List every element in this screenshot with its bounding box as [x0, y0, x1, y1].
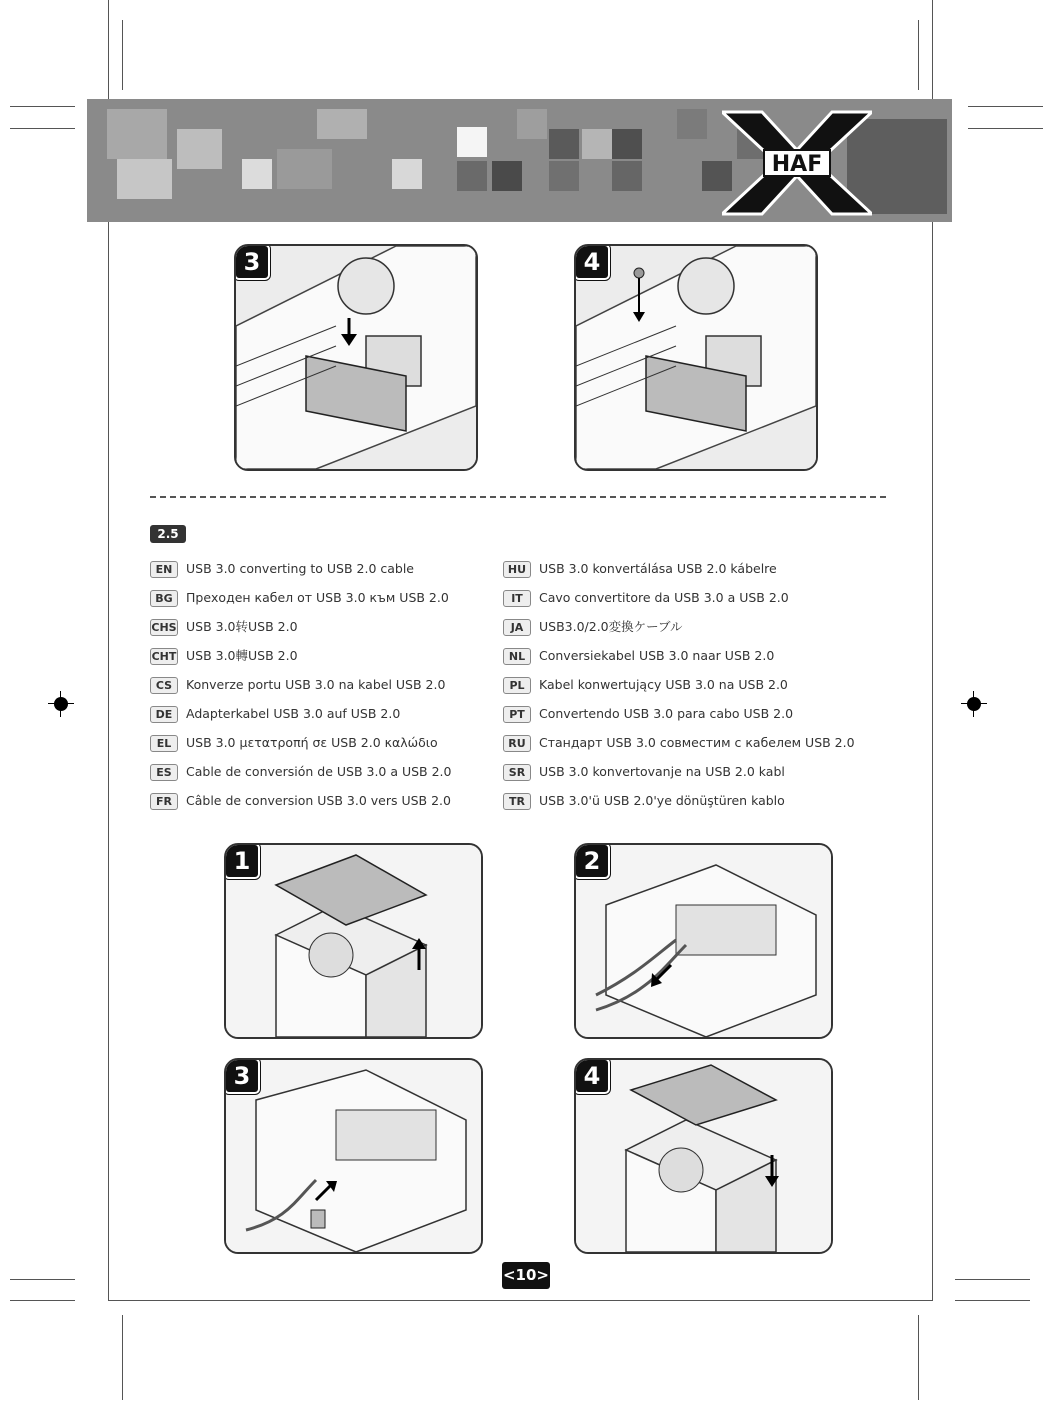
crop-mark	[10, 1300, 75, 1301]
crop-mark	[10, 128, 75, 129]
banner-tile	[107, 109, 167, 159]
language-row-ru	[503, 733, 855, 753]
language-row-sr	[503, 762, 785, 782]
banner-tile	[612, 161, 642, 191]
figure-top-4	[574, 244, 818, 471]
language-code: HU	[503, 561, 531, 578]
page-border	[108, 222, 109, 1300]
step-badge: 2	[574, 843, 610, 879]
section-divider	[150, 496, 886, 498]
banner-tile	[317, 109, 367, 139]
language-code: TR	[503, 793, 531, 810]
language-text: Câble de conversion USB 3.0 vers USB 2.0	[186, 793, 451, 808]
figure-bottom-3	[224, 1058, 483, 1254]
figure-bottom-4	[574, 1058, 833, 1254]
banner-tile	[492, 161, 522, 191]
language-code: EN	[150, 561, 178, 578]
case-interior-illustration	[576, 246, 816, 469]
language-code: FR	[150, 793, 178, 810]
language-code: EL	[150, 735, 178, 752]
banner-tile	[392, 159, 422, 189]
language-row-el	[150, 733, 438, 753]
step-badge: 3	[224, 1058, 260, 1094]
language-row-en	[150, 559, 414, 579]
language-row-de	[150, 704, 400, 724]
language-row-hu	[503, 559, 777, 579]
cable-connection-illustration	[226, 1060, 481, 1252]
language-row-bg	[150, 588, 449, 608]
language-row-tr	[503, 791, 785, 811]
language-code: CS	[150, 677, 178, 694]
step-badge: 4	[574, 1058, 610, 1094]
figure-bottom-2	[574, 843, 833, 1039]
language-code: NL	[503, 648, 531, 665]
language-row-nl	[503, 646, 774, 666]
case-top-panel-illustration	[576, 1060, 831, 1252]
language-text: USB3.0/2.0変換ケーブル	[539, 619, 683, 634]
case-interior-illustration	[236, 246, 476, 469]
section-number-badge: 2.5	[150, 525, 186, 543]
language-row-cht	[150, 646, 298, 666]
language-code: SR	[503, 764, 531, 781]
language-text: USB 3.0 konvertálása USB 2.0 kábelre	[539, 561, 777, 576]
crop-mark	[955, 1300, 1030, 1301]
banner-tile	[457, 127, 487, 157]
banner-tile	[549, 161, 579, 191]
language-text: USB 3.0'ü USB 2.0'ye dönüştüren kablo	[539, 793, 785, 808]
language-text: Conversiekabel USB 3.0 naar USB 2.0	[539, 648, 775, 663]
language-text: Cavo convertitore da USB 3.0 a USB 2.0	[539, 590, 789, 605]
cable-connection-illustration	[576, 845, 831, 1037]
language-code: DE	[150, 706, 178, 723]
language-code: PL	[503, 677, 531, 694]
banner-tile	[177, 129, 222, 169]
language-text: Konverze portu USB 3.0 na kabel USB 2.0	[186, 677, 446, 692]
case-top-panel-illustration	[226, 845, 481, 1037]
crop-mark	[122, 20, 123, 90]
banner-tile	[242, 159, 272, 189]
language-code: IT	[503, 590, 531, 607]
banner-tile	[457, 161, 487, 191]
language-code: ES	[150, 764, 178, 781]
crop-mark	[932, 0, 933, 99]
language-row-chs	[150, 617, 298, 637]
crop-mark	[968, 128, 1043, 129]
language-text: Adapterkabel USB 3.0 auf USB 2.0	[186, 706, 401, 721]
banner-tile	[612, 129, 642, 159]
banner-tile	[277, 149, 332, 189]
step-badge: 4	[574, 244, 610, 280]
crop-mark	[10, 1279, 75, 1280]
language-code: CHT	[151, 650, 177, 663]
crop-mark	[955, 1279, 1030, 1280]
language-code: PT	[503, 706, 531, 723]
language-code: CHS	[151, 621, 177, 634]
banner-tile	[677, 109, 707, 139]
crop-mark	[10, 106, 75, 107]
language-text: Convertendo USB 3.0 para cabo USB 2.0	[539, 706, 794, 721]
language-row-pt	[503, 704, 793, 724]
step-badge: 3	[234, 244, 270, 280]
language-row-it	[503, 588, 789, 608]
crop-mark	[108, 0, 109, 99]
page-border	[932, 222, 933, 1300]
haf-x-logo	[722, 110, 872, 216]
language-text: USB 3.0 μετατροπή σε USB 2.0 καλώδιο	[186, 735, 438, 750]
banner-tile	[582, 129, 612, 159]
language-code: BG	[150, 590, 178, 607]
language-text: Cable de conversión de USB 3.0 a USB 2.0	[186, 764, 452, 779]
language-row-ja	[503, 617, 683, 637]
language-code: RU	[503, 735, 531, 752]
language-text: USB 3.0 converting to USB 2.0 cable	[186, 561, 414, 576]
language-row-es	[150, 762, 452, 782]
crop-mark	[122, 1315, 123, 1400]
language-text: Стандарт USB 3.0 совместим с кабелем USB 2.0	[539, 735, 855, 750]
logo-text: HAF	[771, 152, 823, 177]
language-text: USB 3.0轉USB 2.0	[186, 648, 298, 663]
language-text: USB 3.0 konvertovanje na USB 2.0 kabl	[539, 764, 785, 779]
banner-tile	[117, 159, 172, 199]
banner-tile	[549, 129, 579, 159]
step-badge: 1	[224, 843, 260, 879]
registration-mark-right	[967, 697, 981, 711]
banner-tile	[517, 109, 547, 139]
crop-mark	[918, 1315, 919, 1400]
crop-mark	[968, 106, 1043, 107]
figure-top-3	[234, 244, 478, 471]
language-row-fr	[150, 791, 451, 811]
language-row-pl	[503, 675, 788, 695]
language-text: Преходен кабел от USB 3.0 към USB 2.0	[186, 590, 449, 605]
figure-bottom-1	[224, 843, 483, 1039]
registration-mark-left	[54, 697, 68, 711]
page-number: <10>	[502, 1262, 550, 1289]
language-text: Kabel konwertujący USB 3.0 na USB 2.0	[539, 677, 788, 692]
page-border	[108, 1300, 933, 1301]
crop-mark	[918, 20, 919, 90]
language-code: JA	[503, 619, 531, 636]
language-row-cs	[150, 675, 445, 695]
language-text: USB 3.0转USB 2.0	[186, 619, 298, 634]
